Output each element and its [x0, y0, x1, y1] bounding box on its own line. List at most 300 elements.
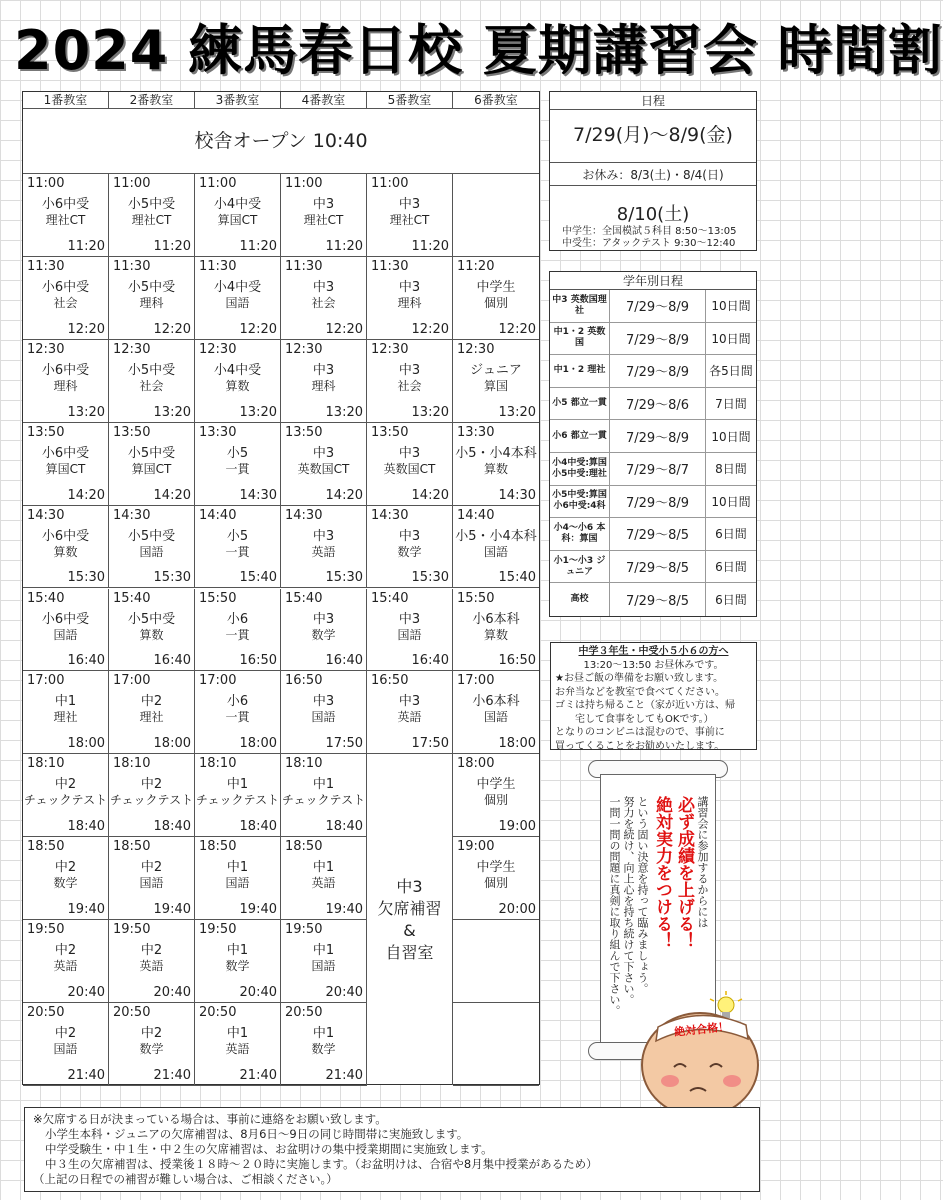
cell-start-time: 11:00	[285, 176, 323, 191]
cell-start-time: 11:00	[371, 176, 409, 191]
class-cell	[195, 1003, 281, 1086]
cell-grade: 中3	[312, 362, 335, 378]
class-cell	[23, 506, 109, 589]
cell-grade: 中1	[312, 943, 335, 959]
grade-schedule-header: 学年別日程	[550, 272, 756, 290]
grade-row	[550, 388, 756, 421]
class-cell	[195, 257, 281, 340]
class-cell	[109, 837, 195, 920]
footer-line: 中学受験生・中１生・中２生の欠席補習は、お盆明けの集中授業期間に実施致します。	[45, 1142, 493, 1156]
cell-subject: 社会	[397, 378, 422, 393]
class-cell	[453, 174, 539, 257]
cell-end-time: 15:40	[239, 570, 277, 586]
cell-end-time: 12:20	[67, 321, 105, 337]
class-cell	[281, 754, 367, 837]
grade-range: 7/29～8/9	[610, 355, 706, 387]
cell-subject: 理科	[139, 295, 164, 310]
class-cell	[281, 1003, 367, 1086]
grade-days: 7日間	[715, 397, 747, 412]
cell-start-time: 12:30	[457, 341, 495, 357]
cell-subject: 理社CT	[131, 213, 172, 227]
cell-grade: 小5中受	[127, 279, 176, 295]
cell-subject: 算数	[225, 378, 250, 393]
cell-subject: チェックテスト	[195, 793, 280, 808]
cell-grade: 中3	[398, 445, 421, 461]
opening-time: 校舎オープン 10:40	[23, 109, 539, 174]
cell-start-time: 14:30	[113, 507, 151, 523]
cell-start-time: 19:50	[113, 922, 151, 938]
grade-name: 中3 英数国理社	[550, 290, 610, 322]
cell-end-time: 15:40	[498, 570, 536, 586]
room-header: 1番教室	[23, 92, 109, 109]
cell-end-time: 16:40	[153, 653, 191, 669]
grade-range: 7/29～8/9	[610, 290, 706, 322]
cell-grade: 中1	[54, 694, 77, 710]
cell-start-time: 15:50	[199, 590, 237, 606]
grade-row	[550, 583, 756, 616]
lunch-line: となりのコンビニは混むので、事前に	[555, 727, 725, 738]
cell-grade: 小6	[226, 611, 249, 627]
class-cell	[453, 837, 539, 920]
room-header: 5番教室	[367, 92, 453, 109]
cell-subject: 理社CT	[389, 213, 430, 227]
lunch-line: お弁当などを教室で食べてください。	[555, 686, 725, 698]
cell-end-time: 20:00	[498, 902, 536, 918]
lunch-notice-title: 中学３年生・中受小５小６の方へ	[578, 646, 729, 657]
cell-subject: 理科	[311, 378, 336, 393]
class-cell	[23, 1003, 109, 1086]
class-cell	[281, 257, 367, 340]
test-line-exam: 中受生：アタックテスト 9:30～12:40	[562, 238, 736, 249]
cell-subject: 国語	[311, 710, 336, 725]
cell-end-time: 19:40	[325, 902, 363, 918]
class-cell	[109, 340, 195, 423]
cell-subject: 一貫	[225, 627, 250, 642]
class-cell	[367, 506, 453, 589]
cell-subject: 数学	[311, 627, 336, 642]
cell-subject: 個別	[483, 793, 508, 808]
footer-notes	[24, 1107, 760, 1192]
cell-end-time: 11:20	[67, 238, 105, 254]
grade-range: 7/29～8/5	[610, 583, 706, 616]
cell-subject: 算国CT	[131, 461, 172, 476]
cell-end-time: 21:40	[325, 1067, 363, 1083]
cell-start-time: 20:50	[199, 1005, 237, 1020]
cell-grade: 小5・小4本科	[455, 445, 537, 461]
cell-grade: 小6本科	[472, 611, 520, 627]
cell-start-time: 13:30	[199, 424, 237, 440]
cell-subject: チェックテスト	[23, 793, 108, 808]
class-cell	[23, 423, 109, 506]
cell-start-time: 14:30	[371, 507, 409, 523]
grade-range: 7/29～8/5	[610, 551, 706, 583]
class-cell	[367, 340, 453, 423]
cell-grade: 小5中受	[127, 528, 176, 544]
class-cell	[23, 754, 109, 837]
grade-days: 10日間	[711, 494, 751, 509]
class-cell	[367, 671, 453, 754]
class-cell	[367, 174, 453, 257]
class-cell	[453, 754, 539, 837]
cell-grade: 小5中受	[127, 611, 176, 627]
cell-grade: 中2	[140, 694, 163, 710]
cell-start-time: 18:50	[285, 839, 323, 855]
grade-days: 各5日間	[709, 364, 753, 379]
class-cell	[195, 920, 281, 1003]
cell-subject: 国語	[483, 710, 508, 725]
grade-name: 中1・2 英数国	[550, 323, 610, 355]
class-cell	[109, 589, 195, 672]
cell-subject: 算数	[139, 627, 164, 642]
cell-start-time: 15:40	[371, 590, 409, 606]
cell-end-time: 18:00	[498, 736, 536, 752]
cell-end-time: 17:50	[325, 736, 363, 752]
class-cell	[367, 257, 453, 340]
cell-subject: 国語	[139, 544, 164, 559]
cell-grade: 小6中受	[41, 197, 90, 212]
class-cell	[367, 589, 453, 672]
class-cell	[281, 174, 367, 257]
class-cell	[195, 837, 281, 920]
cell-grade: 小6中受	[41, 445, 90, 461]
cell-start-time: 12:30	[371, 341, 409, 357]
test-day: 8/10(土)	[616, 204, 690, 225]
cell-grade: 中3	[398, 279, 421, 295]
class-cell	[23, 837, 109, 920]
cell-start-time: 13:50	[285, 424, 323, 440]
cell-start-time: 19:50	[27, 922, 65, 938]
grade-range: 7/29～8/9	[610, 323, 706, 355]
class-cell	[367, 423, 453, 506]
class-cell	[109, 174, 195, 257]
class-cell	[109, 1003, 195, 1086]
cell-start-time: 15:50	[457, 590, 495, 606]
cell-start-time: 15:40	[285, 590, 323, 606]
cell-subject: 算数	[483, 627, 508, 642]
cell-subject: 国語	[139, 876, 164, 891]
cell-end-time: 14:20	[67, 487, 105, 503]
class-cell	[453, 257, 539, 340]
lunch-line: ★お昼ご飯の準備をお願い致します。	[555, 673, 724, 684]
cell-start-time: 13:50	[371, 424, 409, 440]
cell-grade: 中3	[312, 279, 335, 295]
lightbulb-icon	[718, 997, 734, 1013]
cell-end-time: 19:40	[239, 902, 277, 918]
cell-subject: 英語	[311, 876, 336, 891]
class-cell	[109, 506, 195, 589]
grade-days: 10日間	[711, 331, 751, 346]
cell-start-time: 18:10	[199, 756, 237, 772]
lunch-line: 買ってくることをお勧めいたします。	[555, 740, 725, 752]
cell-start-time: 17:00	[457, 673, 495, 689]
cell-grade: 小6	[226, 694, 249, 710]
cell-end-time: 21:40	[239, 1067, 277, 1083]
cell-grade: 中1	[226, 860, 249, 876]
footer-line: ※欠席する日が決まっている場合は、事前に連絡をお願い致します。	[33, 1112, 387, 1126]
class-cell	[453, 423, 539, 506]
test-line-junior-high: 中学生：全国模試５科目 8:50～13:05	[562, 226, 737, 237]
footer-line: 小学生本科・ジュニアの欠席補習は、8月6日～9日の同じ時間帯に実施致します。	[45, 1127, 469, 1141]
cell-start-time: 11:30	[371, 258, 409, 274]
cell-grade: 中3	[398, 197, 421, 212]
cell-start-time: 14:40	[199, 507, 237, 523]
class-cell	[195, 423, 281, 506]
cell-grade: 中2	[54, 943, 77, 959]
merged-cell-line: 自習室	[385, 942, 434, 962]
cell-end-time: 13:20	[153, 404, 191, 420]
class-cell	[453, 506, 539, 589]
cell-end-time: 20:40	[239, 984, 277, 1000]
grade-schedule-table	[550, 290, 756, 616]
cell-grade: 中1	[226, 943, 249, 959]
cell-subject: 理社CT	[303, 213, 344, 227]
class-cell	[109, 754, 195, 837]
cell-grade: 中1	[226, 777, 249, 793]
cell-grade: 中2	[54, 777, 77, 793]
class-cell	[195, 506, 281, 589]
cell-end-time: 11:20	[153, 238, 191, 254]
cell-grade: 中2	[54, 860, 77, 876]
cell-end-time: 14:20	[411, 487, 449, 503]
cell-grade: 小5・小4本科	[455, 528, 537, 544]
cell-subject: 英数国CT	[383, 461, 436, 476]
class-cell	[281, 506, 367, 589]
grade-row	[550, 355, 756, 388]
cell-end-time: 14:30	[239, 487, 277, 503]
cell-start-time: 14:30	[27, 507, 65, 523]
cell-start-time: 11:20	[457, 258, 495, 274]
grade-row	[550, 518, 756, 551]
cell-start-time: 11:00	[27, 176, 65, 191]
cell-end-time: 18:40	[239, 819, 277, 835]
cell-grade: 中3	[398, 611, 421, 627]
cell-grade: 小5中受	[127, 362, 176, 378]
holiday-note: お休み：8/3(土)・8/4(日)	[550, 162, 756, 186]
cell-end-time: 14:20	[153, 487, 191, 503]
cell-start-time: 18:50	[199, 839, 237, 855]
lunch-line: 13:20～13:50 お昼休みです。	[583, 659, 724, 671]
class-cell	[453, 671, 539, 754]
cell-start-time: 18:10	[113, 756, 151, 772]
cell-start-time: 12:30	[27, 341, 65, 357]
class-cell	[109, 423, 195, 506]
cell-grade: 小5	[226, 445, 249, 461]
cell-end-time: 20:40	[67, 984, 105, 1000]
cell-grade: 中1	[312, 777, 335, 793]
class-cell	[281, 837, 367, 920]
class-cell	[281, 671, 367, 754]
class-cell	[453, 920, 539, 1003]
cell-end-time: 15:30	[325, 570, 363, 586]
cell-subject: 数学	[311, 1042, 336, 1056]
cell-end-time: 18:00	[153, 736, 191, 752]
cell-end-time: 17:50	[411, 736, 449, 752]
cell-start-time: 19:50	[285, 922, 323, 938]
cell-subject: 英語	[225, 1042, 250, 1056]
class-cell	[109, 920, 195, 1003]
cell-end-time: 18:40	[153, 819, 191, 835]
cell-end-time: 18:40	[67, 819, 105, 835]
cell-subject: 個別	[483, 295, 508, 310]
cell-grade: 小6中受	[41, 611, 90, 627]
grade-name: 小4中受:算国 小5中受:理社	[550, 453, 610, 485]
cell-end-time: 16:40	[411, 653, 449, 669]
grade-name: 小5中受:算国 小6中受:4科	[550, 486, 610, 518]
cell-subject: 英語	[397, 710, 422, 725]
cell-end-time: 12:20	[239, 321, 277, 337]
class-cell	[23, 671, 109, 754]
cell-start-time: 17:00	[27, 673, 65, 689]
grade-range: 7/29～8/6	[610, 388, 706, 420]
cell-grade: 中学生	[476, 279, 516, 295]
grade-days: 6日間	[715, 560, 747, 575]
motto-line-6: 一問一問の問題に真剣に取り組んで下さい。	[608, 796, 621, 1016]
lunch-notice	[550, 642, 757, 750]
cell-end-time: 13:20	[411, 404, 449, 420]
cell-subject: 算数	[53, 544, 78, 559]
cell-start-time: 20:50	[113, 1005, 151, 1020]
merged-cell-line: 欠席補習	[377, 898, 442, 918]
cell-grade: 中3	[312, 694, 335, 710]
grade-name: 高校	[550, 583, 610, 616]
cell-grade: 中2	[140, 943, 163, 959]
motto-line-1: 講習会に参加するからには	[696, 796, 709, 928]
cell-grade: 中2	[140, 1026, 163, 1041]
cell-grade: 小6本科	[472, 694, 520, 710]
class-cell	[281, 423, 367, 506]
class-cell	[281, 920, 367, 1003]
cell-grade: 中1	[226, 1026, 249, 1041]
cell-subject: 国語	[53, 1042, 78, 1056]
cell-grade: 小4中受	[213, 279, 262, 295]
cell-end-time: 21:40	[67, 1067, 105, 1083]
cell-grade: 小6中受	[41, 362, 90, 378]
cell-end-time: 20:40	[153, 984, 191, 1000]
cell-grade: 小5	[226, 528, 249, 544]
cell-end-time: 12:20	[325, 321, 363, 337]
cell-end-time: 16:50	[239, 653, 277, 669]
cell-end-time: 14:30	[498, 487, 536, 503]
cell-start-time: 11:30	[27, 258, 65, 274]
cell-subject: 数学	[225, 959, 250, 974]
cell-subject: 数学	[53, 876, 78, 891]
grade-range: 7/29～8/9	[610, 486, 706, 518]
cell-end-time: 18:00	[239, 736, 277, 752]
class-cell	[195, 589, 281, 672]
cell-subject: 国語	[225, 876, 250, 891]
cell-subject: 理社	[53, 710, 78, 725]
cell-end-time: 16:40	[67, 653, 105, 669]
cell-grade: 中3	[312, 611, 335, 627]
cell-subject: 英数国CT	[297, 461, 350, 476]
cell-grade: 中3	[398, 528, 421, 544]
motto-line-4: という固い決意を持って臨みましょう。	[636, 796, 649, 994]
cell-subject: 社会	[139, 378, 164, 393]
class-cell	[195, 340, 281, 423]
cell-grade: 小6中受	[41, 528, 90, 544]
grade-name: 小5 都立一貫	[550, 388, 610, 420]
cell-end-time: 13:20	[67, 404, 105, 420]
class-cell	[281, 340, 367, 423]
cell-grade: 中3	[312, 197, 335, 212]
cell-start-time: 18:50	[27, 839, 65, 855]
cell-start-time: 16:50	[371, 673, 409, 689]
cell-subject: 英語	[139, 959, 164, 974]
cell-end-time: 12:20	[498, 321, 536, 337]
cell-end-time: 18:00	[67, 736, 105, 752]
footer-line: 中３生の欠席補習は、授業後１８時～２０時に実施します。（お盆明けは、合宿や8月集中授業があるため）	[45, 1157, 598, 1171]
cell-start-time: 13:50	[113, 424, 151, 440]
room-header: 6番教室	[453, 92, 539, 109]
class-cell	[453, 589, 539, 672]
cell-subject: 一貫	[225, 710, 250, 725]
timetable	[22, 91, 540, 1085]
footer-line: （上記の日程での補習が難しい場合は、ご相談ください。）	[33, 1172, 338, 1186]
class-cell	[23, 589, 109, 672]
cell-grade: 中2	[140, 860, 163, 876]
cell-start-time: 18:10	[285, 756, 323, 772]
grade-range: 7/29～8/5	[610, 518, 706, 550]
grade-row	[550, 486, 756, 519]
cell-start-time: 15:40	[113, 590, 151, 606]
cell-end-time: 11:20	[239, 238, 277, 254]
mascot-band-text: 絶対合格！	[673, 1020, 730, 1039]
motto-red-2: 絶対実力をつける！	[652, 796, 672, 949]
grade-row	[550, 290, 756, 323]
cell-end-time: 13:20	[498, 404, 536, 420]
class-cell	[23, 257, 109, 340]
schedule-summary-header: 日程	[550, 92, 756, 110]
grade-range: 7/29～8/9	[610, 420, 706, 452]
cell-start-time: 11:30	[199, 258, 237, 274]
cell-subject: 数学	[397, 544, 422, 559]
cell-start-time: 11:00	[113, 176, 151, 191]
cell-start-time: 19:50	[199, 922, 237, 938]
merged-cell-line: &	[403, 920, 416, 940]
cell-start-time: 20:50	[285, 1005, 323, 1020]
cell-subject: 理科	[53, 378, 78, 393]
cell-grade: 小4中受	[213, 197, 262, 212]
cell-start-time: 18:10	[27, 756, 65, 772]
room-header: 4番教室	[281, 92, 367, 109]
cell-end-time: 20:40	[325, 984, 363, 1000]
grade-row	[550, 453, 756, 486]
cell-subject: 算数	[483, 461, 508, 476]
cell-end-time: 21:40	[153, 1067, 191, 1083]
cell-grade: 中2	[54, 1026, 77, 1041]
class-cell	[23, 174, 109, 257]
room-header: 2番教室	[109, 92, 195, 109]
cell-end-time: 19:40	[153, 902, 191, 918]
cell-subject: 個別	[483, 876, 508, 891]
grade-days: 10日間	[711, 429, 751, 444]
cell-end-time: 13:20	[239, 404, 277, 420]
merged-cell-line: 中3	[396, 876, 423, 896]
cell-grade: 小6中受	[41, 279, 90, 295]
cell-subject: 国語	[311, 959, 336, 974]
grade-row	[550, 323, 756, 356]
lunch-line: 宅して食事をしてもOKです。）	[575, 713, 714, 725]
cell-grade: 小4中受	[213, 362, 262, 378]
cell-end-time: 15:30	[67, 570, 105, 586]
cell-subject: 算国	[483, 378, 508, 393]
grade-days: 8日間	[715, 462, 747, 477]
cell-subject: 数学	[139, 1042, 164, 1056]
class-cell	[195, 671, 281, 754]
cell-subject: 社会	[53, 295, 78, 310]
grade-days: 10日間	[711, 299, 751, 314]
cell-start-time: 11:30	[113, 258, 151, 274]
